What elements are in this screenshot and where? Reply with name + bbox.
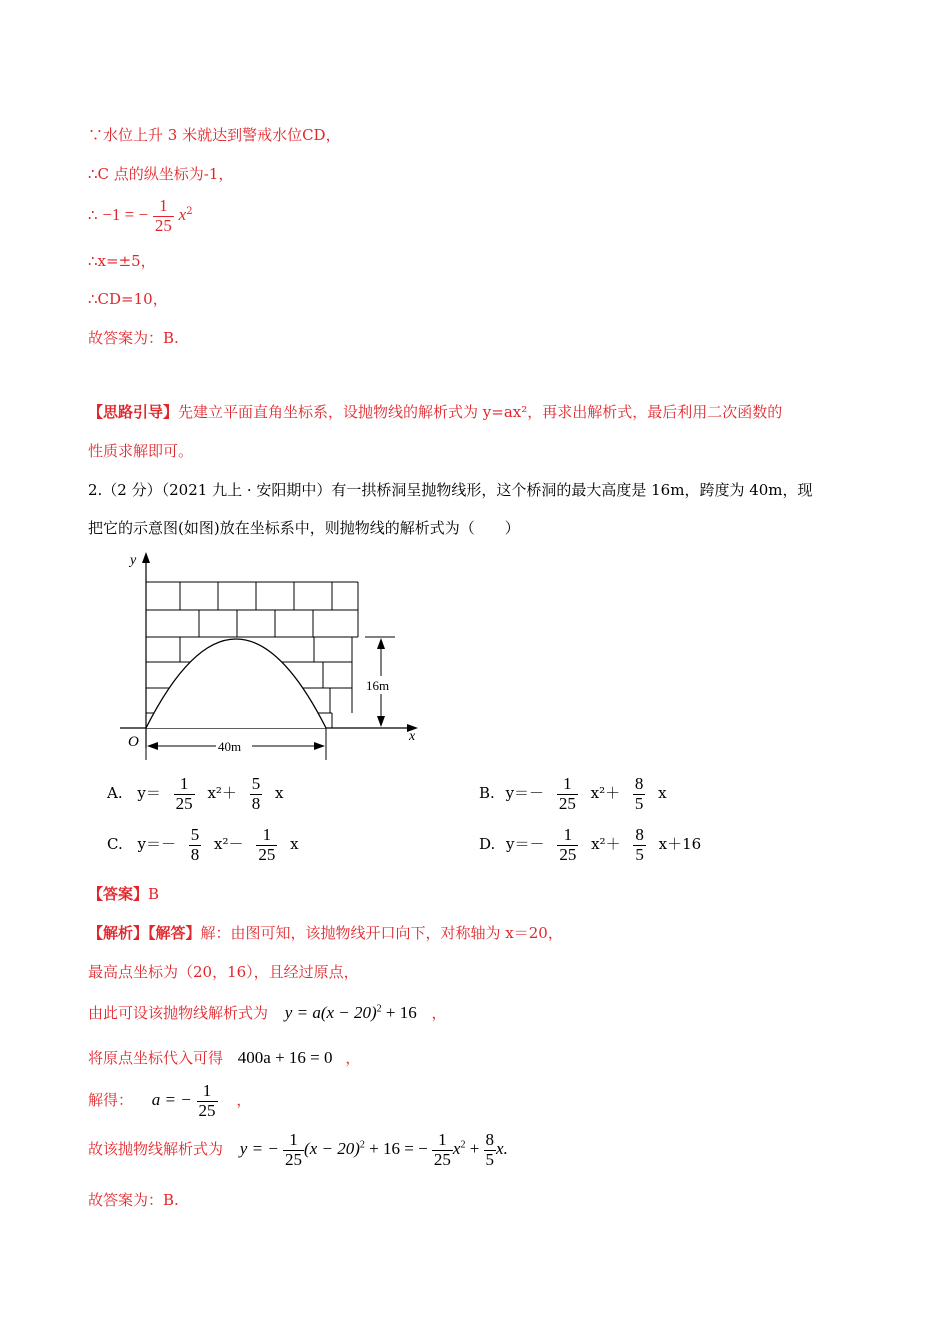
final-end: x. [496, 1139, 508, 1159]
denominator: 8 [190, 844, 200, 864]
option-b-middle: x²＋ [590, 784, 621, 803]
final-binomial: (x − 20) [304, 1139, 360, 1159]
analysis-text-3: 由此可设该抛物线解析式为 [88, 1004, 269, 1022]
option-d-suffix: x＋16 [658, 835, 702, 854]
fraction [153, 197, 174, 235]
option-b-label: B. [479, 784, 495, 803]
denominator: 25 [559, 844, 577, 864]
option-a-suffix: x [274, 784, 284, 803]
final-fraction-3 [484, 1131, 497, 1169]
option-b-prefix: y＝－ [505, 784, 545, 803]
numerator: 1 [256, 826, 277, 846]
analysis-label: 【解析】【解答】 [88, 924, 201, 942]
punctuation: ， [431, 1004, 447, 1022]
option-a-prefix: y＝ [137, 784, 161, 803]
height-arrow-down [377, 716, 385, 727]
exponent: 2 [359, 1139, 365, 1151]
option-c-label: C. [107, 835, 123, 854]
option-a[interactable] [107, 775, 283, 813]
exponent: 2 [460, 1139, 466, 1151]
final-fraction-2 [432, 1131, 453, 1169]
option-d-fraction-2 [633, 826, 646, 864]
solution-fraction [197, 1082, 218, 1120]
analysis-line-7: 故答案为：B. [88, 1191, 179, 1209]
option-b-fraction-1 [557, 775, 578, 813]
bridge-figure [120, 548, 430, 763]
option-b[interactable] [479, 775, 667, 813]
plus-sign: + [465, 1139, 484, 1159]
option-a-label: A. [107, 784, 123, 803]
general-form-equation [285, 1003, 417, 1022]
analysis-line-2: 最高点坐标为（20，16），且经过原点， [88, 963, 359, 981]
analysis-line-4 [88, 1047, 360, 1068]
question-line-2: 把它的示意图(如图)放在坐标系中，则抛物线的解析式为（ ） [88, 519, 520, 537]
final-middle: + 16 = − [364, 1139, 428, 1159]
denominator: 25 [175, 793, 193, 813]
denominator: 25 [198, 1100, 216, 1120]
punctuation: ， [236, 1091, 252, 1110]
option-a-middle: x²＋ [207, 784, 237, 803]
therefore-symbol: ∴ [88, 206, 98, 225]
option-d-fraction-1 [557, 826, 578, 864]
denominator: 25 [558, 793, 576, 813]
denominator: 25 [285, 1149, 303, 1169]
final-fraction-1 [283, 1131, 304, 1169]
analysis-line-1 [88, 922, 563, 943]
height-arrow-up [377, 638, 385, 649]
option-b-fraction-2 [633, 775, 646, 813]
analysis-text-6: 故该抛物线解析式为 [88, 1140, 224, 1159]
fraction-denominator: 25 [154, 215, 172, 235]
solution-lhs: a = − [151, 1090, 192, 1110]
substitution-equation: 400a + 16 = 0 [237, 1048, 333, 1067]
numerator: 1 [557, 826, 578, 846]
denominator: 5 [634, 793, 644, 813]
numerator: 5 [190, 825, 200, 844]
answer-line [88, 883, 159, 904]
exponent: 2 [376, 1003, 382, 1015]
numerator: 1 [174, 775, 195, 795]
hint-line-2: 性质求解即可。 [88, 442, 194, 460]
denominator: 25 [433, 1149, 451, 1169]
option-c[interactable] [107, 826, 299, 864]
span-arrow-left [147, 742, 158, 750]
denominator: 5 [635, 844, 644, 864]
variable-x: x [178, 205, 187, 225]
hint-line-1 [88, 401, 782, 422]
equation-lhs: −1 = − [102, 205, 149, 225]
answer-value: B [148, 885, 160, 903]
solution-line-1: ∵水位上升 3 米就达到警戒水位CD， [88, 126, 341, 144]
option-c-middle: x²－ [214, 835, 244, 854]
option-a-fraction-1 [174, 775, 195, 813]
solution-line-2: ∴C 点的纵坐标为-1， [88, 165, 234, 183]
span-arrow-right [314, 742, 325, 750]
numerator: 1 [557, 775, 578, 795]
analysis-line-5 [88, 1082, 251, 1120]
analysis-text-1: 解：由图可知，该抛物线开口向下，对称轴为 x＝20， [200, 924, 563, 942]
numerator: 5 [251, 774, 261, 793]
numerator: 1 [283, 1131, 304, 1151]
fraction-numerator: 1 [153, 197, 174, 217]
punctuation: ， [345, 1049, 361, 1067]
denominator: 25 [258, 844, 276, 864]
numerator: 1 [197, 1082, 218, 1102]
solution-line-5: ∴CD=10， [88, 290, 168, 308]
hint-label: 【思路引导】 [88, 403, 179, 421]
option-c-fraction-2 [256, 826, 277, 864]
solution-line-3 [88, 197, 193, 235]
exponent: 2 [186, 206, 193, 218]
height-label: 16m [366, 678, 390, 693]
variable-x: x [452, 1139, 461, 1159]
hint-text-1: 先建立平面直角坐标系，设抛物线的解析式为 y=ax²，再求出解析式，最后利用二次函数的 [178, 403, 783, 421]
final-lhs: y = − [239, 1139, 279, 1159]
numerator: 8 [634, 774, 644, 793]
option-c-prefix: y＝－ [137, 835, 176, 854]
question-line-1: 2.（2 分）（2021 九上 · 安阳期中）有一拱桥洞呈抛物线形，这个桥洞的最大高度是 16m，跨度为 40m，现 [88, 481, 813, 499]
option-d-label: D. [479, 835, 496, 854]
y-axis-arrow [142, 552, 150, 563]
option-d[interactable] [479, 826, 701, 864]
numerator: 1 [432, 1131, 453, 1151]
analysis-text-4: 将原点坐标代入可得 [88, 1049, 224, 1067]
option-d-middle: x²＋ [591, 835, 621, 854]
option-d-prefix: y＝－ [506, 835, 545, 854]
equation-body: y = a(x − 20) [284, 1003, 377, 1022]
numerator: 8 [485, 1130, 495, 1149]
x-axis-label: x [409, 729, 416, 744]
final-equation [239, 1130, 508, 1169]
answer-label: 【答案】 [88, 885, 149, 903]
option-b-suffix: x [658, 784, 667, 803]
equation-tail: + 16 [381, 1003, 417, 1022]
denominator: 5 [485, 1149, 495, 1169]
span-label: 40m [218, 739, 242, 754]
analysis-text-5: 解得： [88, 1091, 134, 1110]
solution-line-6: 故答案为：B. [88, 329, 179, 347]
numerator: 8 [635, 825, 644, 844]
analysis-line-3 [88, 1002, 447, 1023]
option-a-fraction-2 [250, 775, 263, 813]
solution-line-4: ∴x=±5， [88, 252, 156, 270]
option-c-suffix: x [290, 835, 299, 854]
origin-label: O [128, 734, 139, 750]
option-c-fraction-1 [189, 826, 202, 864]
denominator: 8 [251, 793, 261, 813]
analysis-line-6 [88, 1131, 508, 1169]
y-axis-label: y [130, 553, 137, 568]
